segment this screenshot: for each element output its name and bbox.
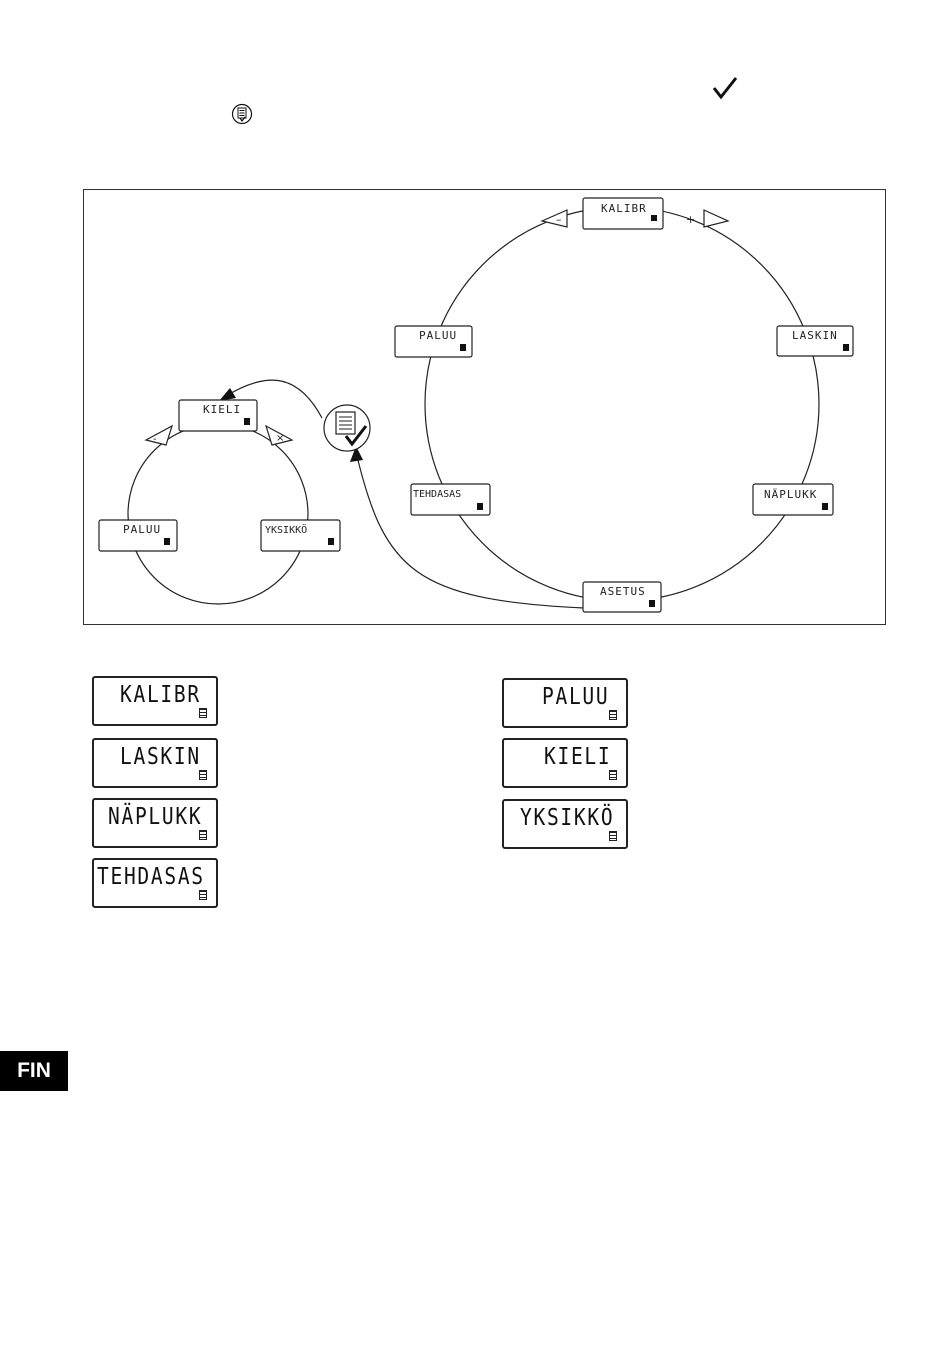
menu-indicator-icon	[199, 830, 207, 840]
plus-triangle-icon	[686, 210, 728, 227]
menu-indicator-icon	[609, 831, 617, 841]
menu-navigation-diagram	[83, 189, 886, 625]
select-menu-icon	[324, 405, 370, 451]
lcd-sub-yksikko	[261, 520, 340, 551]
lcd-main-naplukk	[753, 484, 833, 515]
lcd-main-tehdasas	[411, 484, 490, 515]
display-text: PALUU	[542, 684, 610, 710]
display-naplukk	[92, 798, 218, 848]
svg-text:PALUU: PALUU	[123, 523, 162, 536]
svg-text:LASKIN: LASKIN	[792, 329, 838, 342]
sub-minus-triangle-icon	[146, 426, 172, 445]
svg-text:NÄPLUKK: NÄPLUKK	[764, 488, 818, 501]
lcd-main-kalibr	[583, 198, 663, 229]
lcd-main-laskin	[777, 326, 853, 356]
svg-text:KALIBR: KALIBR	[601, 202, 647, 215]
lcd-sub-paluu	[99, 520, 177, 551]
svg-text:–: –	[556, 213, 562, 226]
language-tab: FIN	[0, 1051, 68, 1091]
display-text: NÄPLUKK	[108, 804, 203, 830]
display-yksikko	[502, 799, 628, 849]
svg-text:PALUU: PALUU	[419, 329, 458, 342]
lcd-main-asetus	[583, 582, 661, 612]
display-paluu	[502, 678, 628, 728]
sub-plus-triangle-icon	[266, 426, 292, 445]
display-tehdasas	[92, 858, 218, 908]
main-menu-loop	[425, 207, 819, 601]
display-text: KIELI	[544, 744, 612, 770]
svg-text:YKSIKKÖ: YKSIKKÖ	[265, 525, 308, 536]
display-laskin	[92, 738, 218, 788]
display-text: KALIBR	[120, 682, 201, 708]
svg-text:KIELI: KIELI	[203, 403, 242, 416]
menu-indicator-icon	[199, 890, 207, 900]
svg-text:-: -	[153, 434, 157, 445]
sub-menu-loop	[128, 424, 308, 604]
display-text: YKSIKKÖ	[520, 805, 615, 831]
svg-text:+: +	[686, 213, 696, 226]
minus-triangle-icon	[542, 210, 567, 227]
lcd-sub-kieli	[179, 400, 257, 431]
check-icon	[712, 76, 738, 100]
lcd-main-paluu	[395, 326, 472, 357]
display-kieli	[502, 738, 628, 788]
menu-indicator-icon	[609, 710, 617, 720]
menu-indicator-icon	[609, 770, 617, 780]
sub-arrow-head	[219, 388, 236, 401]
svg-text:TEHDASAS: TEHDASAS	[413, 489, 462, 500]
display-text: TEHDASAS	[97, 864, 205, 890]
display-text: LASKIN	[120, 744, 201, 770]
menu-indicator-icon	[199, 770, 207, 780]
display-kalibr	[92, 676, 218, 726]
menu-list-icon	[231, 103, 253, 125]
svg-text:ASETUS: ASETUS	[600, 585, 646, 598]
menu-indicator-icon	[199, 708, 207, 718]
svg-text:×: ×	[276, 433, 285, 444]
